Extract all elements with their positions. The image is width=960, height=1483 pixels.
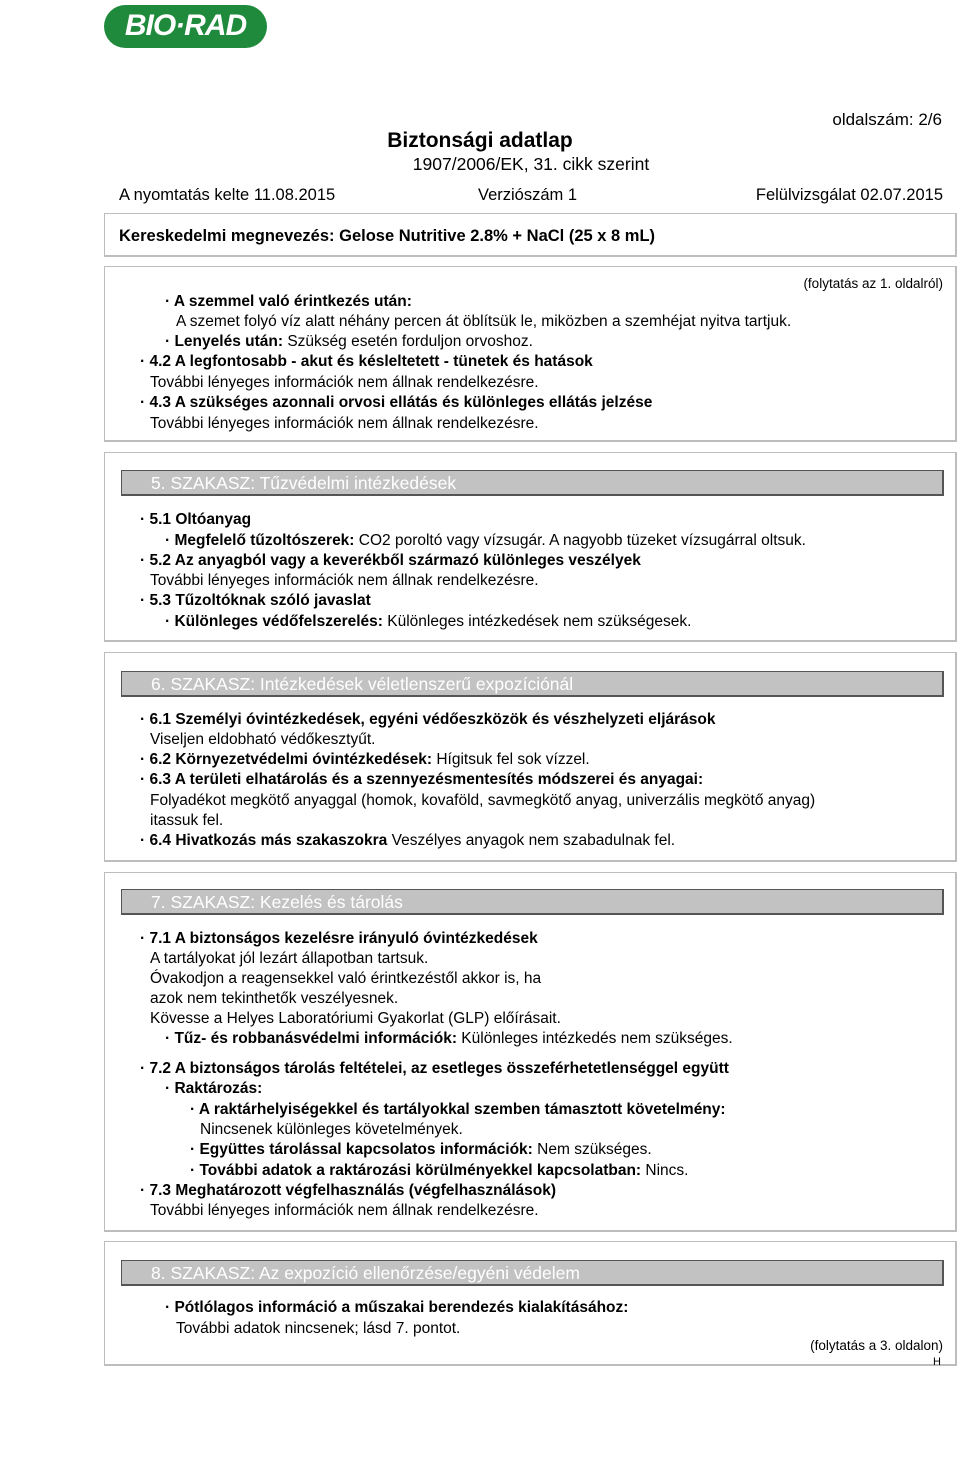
continued-from: (folytatás az 1. oldalról) [803, 276, 943, 291]
section6-title: 6. SZAKASZ: Intézkedések véletlenszerű expozíciónál [121, 671, 944, 697]
storage-heading: · Raktározás: [165, 1080, 263, 1097]
eye-contact-heading: · A szemmel való érintkezés után: [165, 293, 412, 310]
trade-name: Kereskedelmi megnevezés: Gelose Nutritive 2.8% + NaCl (25 x 8 mL) [119, 227, 656, 245]
s62-line: · 6.2 Környezetvédelmi óvintézkedések: Hígitsuk fel sok vízzel. [140, 751, 590, 768]
review-date: Felülvizsgálat 02.07.2015 [755, 186, 943, 204]
s42-text: További lényeges információk nem állnak rendelkezésre. [150, 374, 539, 391]
section7-title: 7. SZAKASZ: Kezelés és tárolás [121, 889, 944, 915]
storage-req-text: Nincsenek különleges követelmények. [200, 1121, 463, 1138]
s42-heading: · 4.2 A legfontosabb - akut és késleltetett - tünetek és hatások [140, 353, 593, 370]
tech-heading: · Pótlólagos információ a műszakai berendezés kialakításához: [165, 1299, 629, 1316]
s73-heading: · 7.3 Meghatározott végfelhasználás (végfelhasználások) [140, 1182, 557, 1199]
print-date: A nyomtatás kelte 11.08.2015 [119, 186, 336, 204]
tech-text: További adatok nincsenek; lásd 7. pontot. [176, 1320, 461, 1337]
s61-text: Viseljen eldobható védőkesztyűt. [150, 731, 376, 748]
s71-heading: · 7.1 A biztonságos kezelésre irányuló óvintézkedések [140, 930, 538, 947]
s53-line: · Különleges védőfelszerelés: Különleges intézkedések nem szükségesek. [165, 613, 692, 630]
s63-line2: itassuk fel. [150, 812, 224, 829]
s61-heading: · 6.1 Személyi óvintézkedések, egyéni védőeszközök és vészhelyzeti eljárások [140, 711, 716, 728]
s53-heading: · 5.3 Tűzoltóknak szóló javaslat [140, 592, 371, 609]
footer-mark: H [933, 1356, 941, 1368]
bio-rad-logo: BIO·RAD [104, 5, 267, 48]
s73-text: További lényeges információk nem állnak rendelkezésre. [150, 1202, 539, 1219]
section8-title: 8. SZAKASZ: Az expozíció ellenőrzése/egyéni védelem [121, 1260, 944, 1286]
s71-line4: Kövesse a Helyes Laboratóriumi Gyakorlat (GLP) előírásait. [150, 1010, 561, 1027]
doc-title: Biztonsági adatlap [387, 129, 573, 152]
s51-heading: · 5.1 Oltóanyag [140, 511, 252, 528]
page-number: oldalszám: 2/6 [832, 110, 942, 129]
s43-heading: · 4.3 A szükséges azonnali orvosi ellátás és különleges ellátás jelzése [140, 394, 653, 411]
storage-req-heading: · A raktárhelyiségekkel és tartályokkal szemben támasztott követelmény: [190, 1101, 726, 1118]
s51-line: · Megfelelő tűzoltószerek: CO2 poroltó vagy vízsugár. A nagyobb tüzeket vízsugárral oltsuk. [165, 532, 806, 549]
section5-title: 5. SZAKASZ: Tűzvédelmi intézkedések [121, 470, 944, 496]
s72-heading: · 7.2 A biztonságos tárolás feltételei, az esetleges összeférhetetlenséggel együtt [140, 1060, 729, 1077]
s63-line1: Folyadékot megkötő anyaggal (homok, kovaföld, savmegkötő anyag, univerzális megkötő anyag) [150, 792, 816, 809]
s71-line3: azok nem tekinthetők veszélyesnek. [150, 990, 399, 1007]
s52-text: További lényeges információk nem állnak rendelkezésre. [150, 572, 539, 589]
s71-line1: A tartályokat jól lezárt állapotban tartsuk. [150, 950, 429, 967]
further-storage-line: · További adatok a raktározási körülményekkel kapcsolatban: Nincs. [190, 1162, 689, 1179]
continued-on: (folytatás a 3. oldalon) [810, 1338, 943, 1353]
fire-line: · Tűz- és robbanásvédelmi információk: Különleges intézkedés nem szükséges. [165, 1030, 733, 1047]
s63-heading: · 6.3 A területi elhatárolás és a szennyezésmentesítés módszerei és anyagai: [140, 771, 704, 788]
s52-heading: · 5.2 Az anyagból vagy a keverékből származó különleges veszélyek [140, 552, 641, 569]
joint-storage-line: · Együttes tárolással kapcsolatos információk: Nem szükséges. [190, 1141, 652, 1158]
s43-text: További lényeges információk nem állnak rendelkezésre. [150, 415, 539, 432]
regulation: 1907/2006/EK, 31. cikk szerint [412, 154, 650, 174]
swallow-line: · Lenyelés után: Szükség esetén forduljon orvoshoz. [165, 333, 533, 350]
s64-line: · 6.4 Hivatkozás más szakaszokra Veszélyes anyagok nem szabadulnak fel. [140, 832, 676, 849]
version: Verziószám 1 [478, 186, 578, 204]
eye-contact-text: A szemet folyó víz alatt néhány percen át öblítsük le, miközben a szemhéjat nyitva tartjuk. [176, 313, 792, 330]
s71-line2: Óvakodjon a reagensekkel való érintkezéstől akkor is, ha [150, 970, 542, 987]
